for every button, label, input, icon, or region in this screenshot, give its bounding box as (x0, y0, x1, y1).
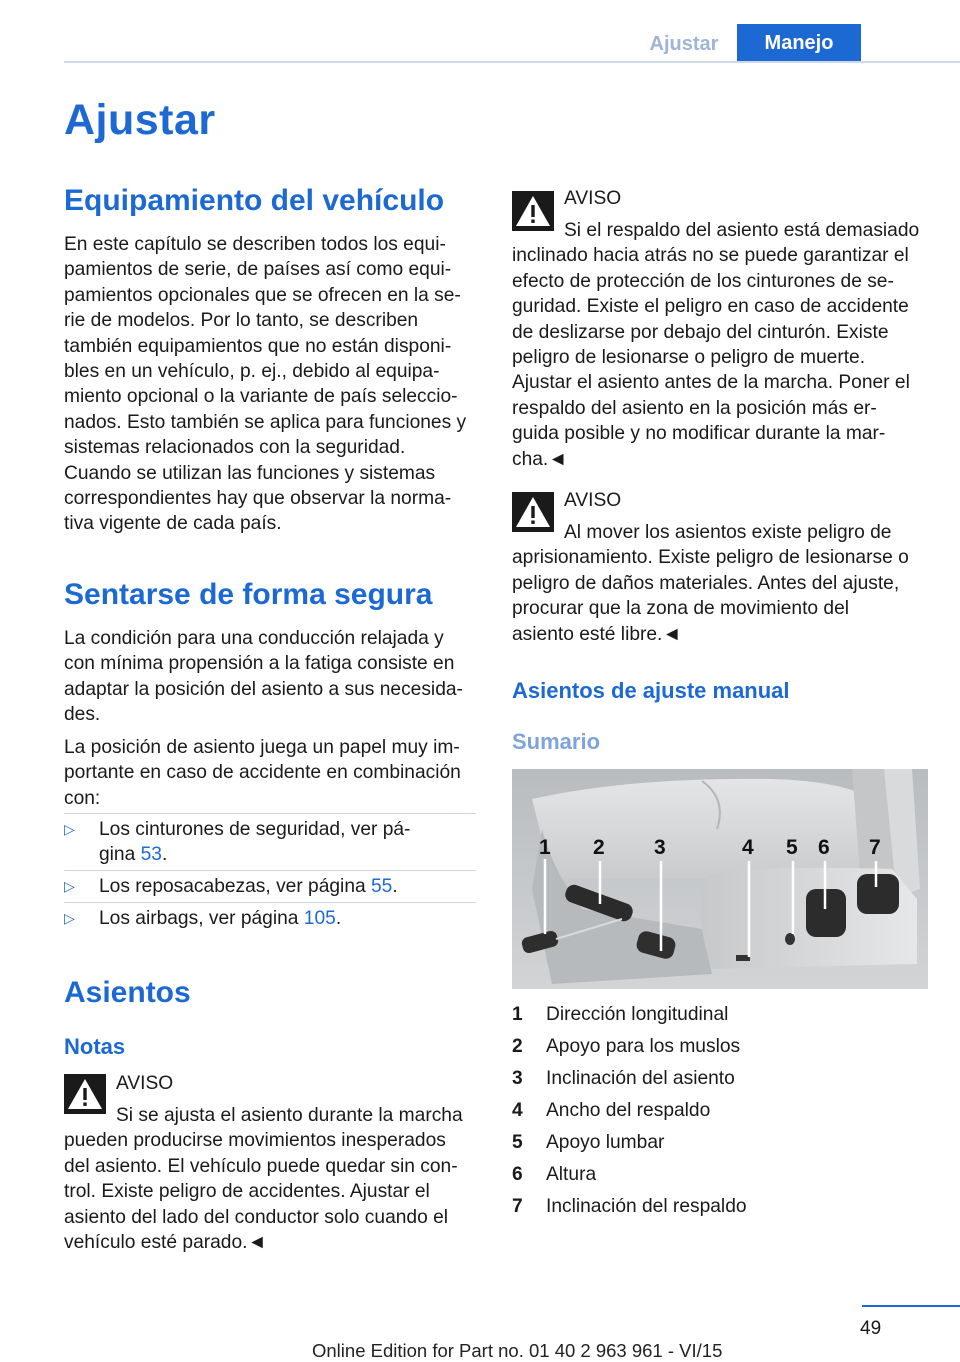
footer-edition: Online Edition for Part no. 01 40 2 963 961 - VI/15 (312, 1340, 723, 1361)
callout-7: 7 (869, 836, 881, 859)
bullet-cinturones: ▷ Los cinturones de seguridad, ver pá- gina 53. (64, 819, 411, 866)
heading-ajuste-manual: Asientos de ajuste manual (512, 678, 790, 703)
triangle-bullet-icon: ▷ (64, 878, 75, 894)
callout-6: 6 (818, 836, 830, 859)
bullet-airbags: ▷ Los airbags, ver página 105. (64, 906, 476, 932)
bullet-divider (64, 902, 476, 903)
header-rule (64, 61, 960, 63)
triangle-bullet-icon: ▷ (64, 910, 75, 926)
seat-controls-image (512, 769, 928, 989)
heading-sentarse: Sentarse de forma segura (64, 578, 433, 611)
page-link-105[interactable]: 105 (303, 908, 336, 929)
page-title: Ajustar (64, 96, 216, 144)
page-link-53[interactable]: 53 (140, 844, 162, 866)
heading-equipamiento: Equipamiento del vehículo (64, 184, 445, 217)
heading-asientos: Asientos (64, 976, 191, 1009)
warning-label: AVISO (564, 490, 622, 511)
callout-1: 1 (539, 836, 551, 859)
paragraph-sentarse-1: La condición para una conducción relajada y con mínima propensión a la fatiga consiste en adaptar la posición del asiento a sus necesida- des. (64, 628, 463, 726)
tab-chapter-manejo[interactable]: Manejo (737, 24, 861, 62)
callout-4: 4 (742, 836, 754, 859)
heading-notas: Notas (64, 1034, 126, 1059)
callout-3: 3 (654, 836, 666, 859)
warning-text-3: Al mover los asientos existe peligro de aprisionamiento. Existe peligro de lesionarse o peligro de daños materiales. Antes del ajuste, procurar que la zona de movimiento del asiento esté libre.◄ (512, 522, 909, 645)
warning-text-2: Si el respaldo del asiento está demasiado inclinado hacia atrás no se puede garantizar el efecto de protección de los cinturones de se- guridad. Existe el peligro en caso de accidente de deslizarse por debajo del cinturón. Existe peligro de lesionarse o peligro de muerte. Ajustar el asiento antes de la marcha. Poner el respaldo del asiento en la posición más er- guida posible y no modificar durante la mar- cha.◄ (512, 220, 920, 470)
callout-5: 5 (786, 836, 798, 859)
paragraph-equipamiento: En este capítulo se describen todos los equi- pamientos de serie, de países así como equi- pamientos opcionales que se ofrecen en la se- rie de modelos. Por lo tanto, se describen también equipamientos que no están disponi- bles en un vehículo, p. ej., debido al equipa- miento opcional o la variante de país seleccio- nados. Esto también se aplica para funciones y sistemas relacionados con la seguridad. Cuando se utilizan las funciones y sistemas correspondientes hay que observar la norma- tiva vigente de cada país. (64, 234, 467, 535)
warning-label: AVISO (116, 1073, 174, 1094)
tab-section-ajustar[interactable]: Ajustar (649, 33, 719, 55)
bullet-reposacabezas: ▷ Los reposacabezas, ver página 55. (64, 874, 476, 900)
page-number: 49 (860, 1318, 882, 1339)
seat-illustration (512, 769, 928, 989)
footer-rule (862, 1305, 960, 1307)
warning-text-1: Si se ajusta el asiento durante la marcha pueden producirse movimientos inesperados del asiento. El vehículo puede quedar sin con- trol. Existe peligro de accidentes. Ajustar el asiento del lado del conductor solo cuando el vehículo esté parado.◄ (64, 1105, 463, 1254)
bullet-divider (64, 813, 476, 814)
warning-label: AVISO (564, 188, 622, 209)
triangle-bullet-icon: ▷ (64, 821, 75, 837)
bullet-divider (64, 870, 476, 871)
page-link-55[interactable]: 55 (371, 876, 393, 897)
paragraph-sentarse-2: La posición de asiento juega un papel muy im- portante en caso de accidente en combinación con: (64, 737, 461, 809)
heading-sumario: Sumario (512, 729, 601, 754)
callout-2: 2 (593, 836, 605, 859)
